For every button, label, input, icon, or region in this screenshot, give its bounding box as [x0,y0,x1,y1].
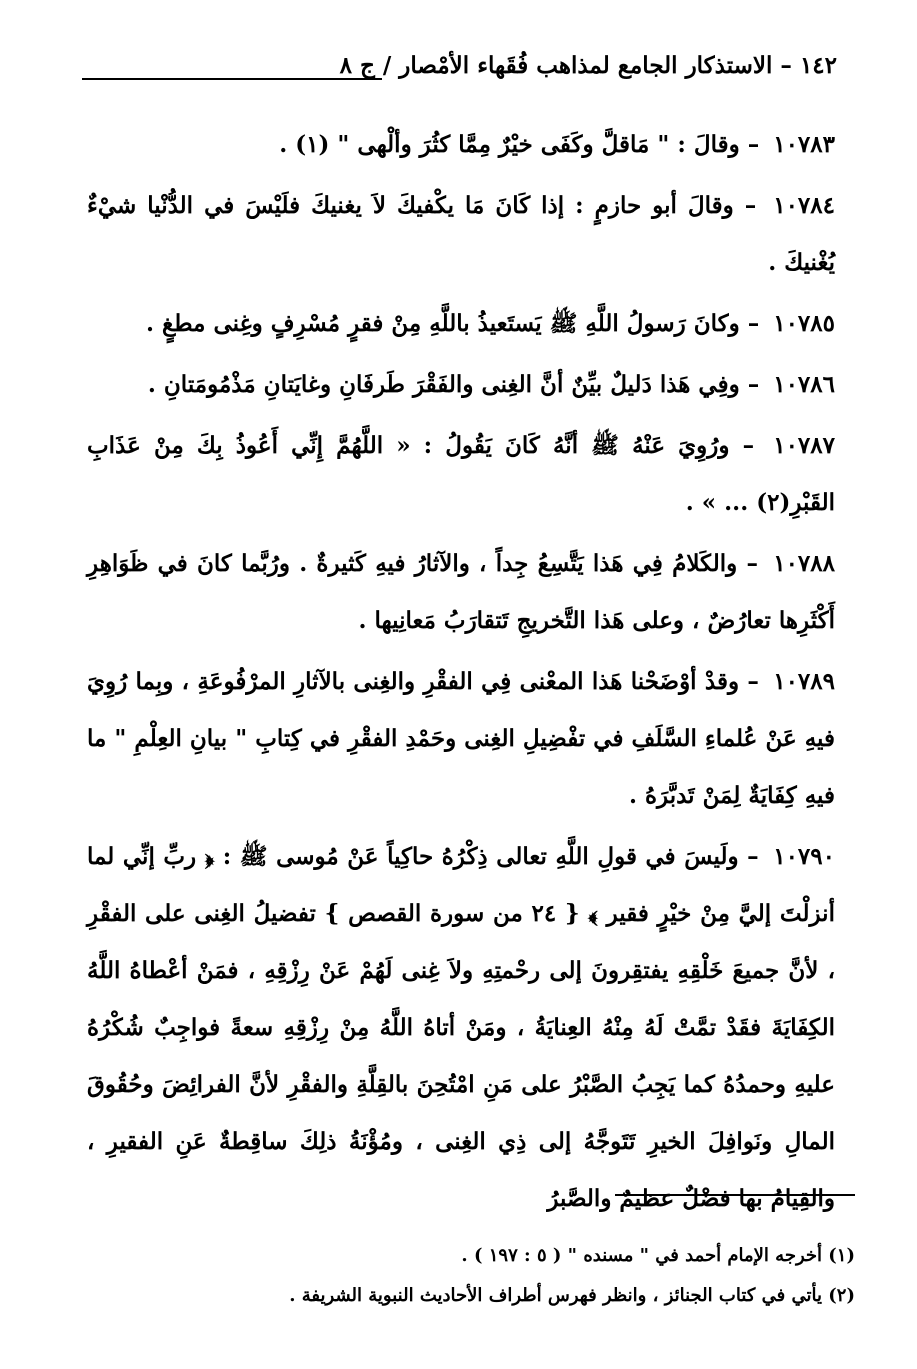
paragraph-text: – وقالَ : " مَاقلَّ وكَفَى خيْرٌ مِمَّا كثُرَ وألْهى " (١) . [279,131,760,158]
paragraph-10784 [87,177,835,291]
paragraph-number: ١٠٧٨٦ [773,371,835,398]
paragraph-text: – ورُوِيَ عَنْهُ ﷺ أنَّهُ كَانَ يَقُولُ : « اللَّهُمَّ إِنِّي أَعُوذُ بِكَ مِنْ عَذَابِ القَبْرِ(٢) ... » . [87,432,835,516]
paragraph-10785 [87,295,835,352]
paragraph-number: ١٠٧٨٧ [773,432,835,459]
paragraph-number: ١٠٧٨٤ [773,192,835,219]
paragraph-text: – ولَيسَ في قولِ اللَّهِ تعالى ذِكْرُهُ حاكِياً عَنْ مُوسى ﷺ : ﴿ ربِّ إنِّي لما أنزلْتَ إليَّ مِنْ خيْرٍ فقير ﴾ { ٢٤ من سورة القصص } تفضيلُ الغِنى على الفقْرِ ، لأنَّ جميعَ خَلْقِهِ يفتقِرونَ إلى رحْمتِهِ ولاَ غِنى لَهُمْ عَنْ رِزْقِهِ ، فمَنْ أعْطاهُ اللَّهُ الكِفَايَةَ فقَدْ تمَّتْ لَهُ مِنْهُ العِنايَةُ ، ومَنْ أتاهُ اللَّهُ مِنْ رِزْقِهِ سعةً فواجِبٌ شُكْرُهُ عليهِ وحمدُهُ كما يَجِبُ الصَّبْرُ على مَنِ امْتُحِنَ بالقِلَّةِ والفقْرِ لأنَّ الفرائِضَ وحُقُوقَ المالِ ونَوافِلَ الخيرِ تَتَوجَّهُ إلى ذِي الغِنى ، ومُؤْنَةُ ذلِكَ ساقِطةٌ عَنِ الفقيرِ ، والقِيامُ بها فضْلٌ عظيمٌ والصَّبرُ [87,843,835,1212]
paragraph-number: ١٠٧٨٥ [773,310,835,337]
paragraph-number: ١٠٧٨٨ [773,550,835,577]
running-header: ١٤٢ – الاستذكار الجامع لمذاهب فُقَهاء الأمْصار / ج ٨ [339,52,837,79]
paragraph-text: – وقدْ أوْضَحْنا هَذا المعْنى فِي الفقْرِ والغِنى بالآثارِ المرْفُوعَةِ ، وبِما رُوِيَ فيهِ عَنْ عُلماءِ السَّلَفِ في تفْضِيلِ الغِنى وحَمْدِ الفقْرِ في كِتابِ " بيانِ العِلْمِ " ما فيهِ كِفَايَةٌ لِمَنْ تَدبَّرَهُ . [87,668,835,809]
paragraph-number: ١٠٧٩٠ [773,843,835,870]
footnotes [75,1236,855,1316]
header-rule [82,78,382,80]
footnote-rule [615,1194,855,1196]
paragraph-text: – وقالَ أبو حازمٍ : إذا كَانَ مَا يكْفيكَ لاَ يغنيكَ فلَيْسَ في الدُّنْيا شيْءٌ يُغْنيكَ . [87,192,835,276]
paragraph-number: ١٠٧٨٣ [773,131,835,158]
paragraph-10786 [87,356,835,413]
paragraph-10788 [87,535,835,649]
paragraph-10783 [87,116,835,173]
footnote-1: (١) أخرجه الإمام أحمد في " مسنده " ( ٥ : ١٩٧ ) . [461,1245,855,1266]
paragraph-text: – وكانَ رَسولُ اللَّهِ ﷺ يَستَعيذُ باللَّهِ مِنْ فقرٍ مُسْرِفٍ وغِنى مطغٍ . [146,310,760,337]
paragraph-10790 [87,828,835,1227]
paragraph-10789 [87,653,835,824]
paragraph-text: – وفِي هَذا دَليلٌ بيِّنٌ أنَّ الغِنى والفَقْرَ طَرفَانِ وغايَتانِ مَذْمُومَتانِ . [147,371,760,398]
paragraph-text: – والكَلامُ فِي هَذا يَتَّسِعُ جِداً ، والآثارُ فيهِ كَثيرةٌ . ورُبَّما كانَ في ظَوَاهِرِ أَكْثَرِها تعارُضٌ ، وعلى هَذا التَّخريجِ تَتقارَبُ مَعانِيها . [87,550,835,634]
footnote-2: (٢) يأتي في كتاب الجنائز ، وانظر فهرس أطراف الأحاديث النبوية الشريفة . [289,1285,855,1306]
paragraph-10787 [87,417,835,531]
paragraph-number: ١٠٧٨٩ [773,668,835,695]
body-text [87,116,835,1231]
